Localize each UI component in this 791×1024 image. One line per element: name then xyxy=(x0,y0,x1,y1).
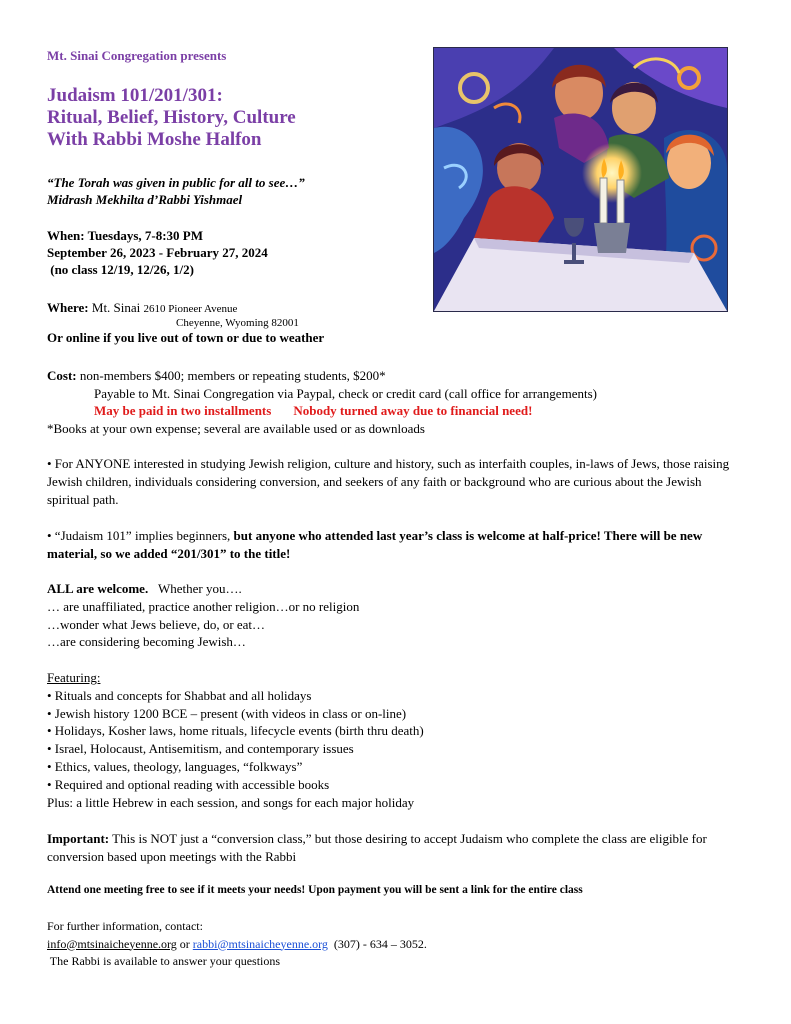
online-note: Or online if you live out of town or due to weather xyxy=(47,330,325,345)
when-block xyxy=(47,227,268,278)
title-line-1: Judaism 101/201/301: xyxy=(47,85,223,106)
featuring-block xyxy=(47,669,747,811)
books-note: *Books at your own expense; several are available used or as downloads xyxy=(47,420,425,436)
cost-block xyxy=(47,367,747,437)
featuring-heading: Featuring: xyxy=(47,670,101,685)
important-paragraph xyxy=(47,830,747,866)
payable-line: Payable to Mt. Sinai Congregation via Paypal, check or credit card (call office for arrangements) xyxy=(94,385,597,401)
info-email-link[interactable]: info@mtsinaicheyenne.org xyxy=(47,936,177,951)
important-label: Important: xyxy=(47,831,110,846)
returning-paragraph xyxy=(47,527,747,563)
feature-item: • Israel, Holocaust, Antisemitism, and contemporary issues xyxy=(47,741,354,757)
welcome-bold: ALL are welcome. xyxy=(47,581,149,596)
attend-free-note: Attend one meeting free to see if it meets your needs! Upon payment you will be sent a link for the entire class xyxy=(47,884,583,896)
where-address-2: Cheyenne, Wyoming 82001 xyxy=(176,317,299,329)
shabbat-candles-painting xyxy=(433,47,728,312)
welcome-rest: Whether you…. xyxy=(157,581,242,596)
contact-phone: (307) - 634 – 3052. xyxy=(327,936,427,951)
where-label: Where: xyxy=(47,300,89,315)
quote-source: Midrash Mekhilta d’Rabbi Yishmael xyxy=(47,192,243,207)
when-line-2: September 26, 2023 - February 27, 2024 xyxy=(47,245,268,260)
quote-text: “The Torah was given in public for all to see…” xyxy=(47,175,305,190)
installments-note: May be paid in two installments xyxy=(94,403,272,418)
cost-label: Cost: xyxy=(47,368,77,383)
when-line-3: (no class 12/19, 12/26, 1/2) xyxy=(47,262,194,277)
financial-need-note: Nobody turned away due to financial need! xyxy=(293,403,533,418)
when-line-1: When: Tuesdays, 7-8:30 PM xyxy=(47,228,204,243)
feature-item: • Rituals and concepts for Shabbat and all holidays xyxy=(47,687,312,703)
where-address-1: 2610 Pioneer Avenue xyxy=(143,303,238,315)
contact-note: The Rabbi is available to answer your questions xyxy=(47,954,281,968)
where-block xyxy=(47,300,299,329)
feature-item: • Holidays, Kosher laws, home rituals, lifecycle events (birth thru death) xyxy=(47,723,424,739)
rabbi-email-link[interactable]: rabbi@mtsinaicheyenne.org xyxy=(192,936,328,951)
feature-item: • Jewish history 1200 BCE – present (with videos in class or on-line) xyxy=(47,705,407,721)
feature-item: • Required and optional reading with accessible books xyxy=(47,776,330,792)
returning-bold: but anyone who attended last year’s class is welcome at half-price! There will be new material, so we added “201/301” to the title! xyxy=(47,528,703,561)
contact-or: or xyxy=(176,936,193,951)
plus-line: Plus: a little Hebrew in each session, and songs for each major holiday xyxy=(47,794,415,810)
cost-text: non-members $400; members or repeating students, $200* xyxy=(79,368,386,383)
where-place: Mt. Sinai xyxy=(91,300,141,315)
contact-block xyxy=(47,918,427,971)
welcome-line-3: …are considering becoming Jewish… xyxy=(47,634,246,650)
important-text: This is NOT just a “conversion class,” but those desiring to accept Judaism who complete the class are eligible for conversion based upon meetings with the Rabbi xyxy=(47,831,707,864)
audience-paragraph: • For ANYONE interested in studying Jewish religion, culture and history, such as interfaith couples, in-laws of Jews, those raising Jewish children, individuals considering conversion, and seekers of any faith or background who are curious about the Jewish spiritual path. xyxy=(47,456,730,507)
welcome-line-1: … are unaffiliated, practice another religion…or no religion xyxy=(47,598,360,614)
contact-intro: For further information, contact: xyxy=(47,919,203,933)
title-line-2: Ritual, Belief, History, Culture xyxy=(47,107,296,128)
presents-line: Mt. Sinai Congregation presents xyxy=(47,48,227,63)
page-title xyxy=(47,85,296,151)
welcome-block xyxy=(47,580,747,651)
returning-prefix: • “Judaism 101” implies beginners, xyxy=(47,528,234,543)
title-line-3: With Rabbi Moshe Halfon xyxy=(47,129,262,150)
quote-block xyxy=(47,174,305,208)
welcome-line-2: …wonder what Jews believe, do, or eat… xyxy=(47,616,266,632)
feature-item: • Ethics, values, theology, languages, “folkways” xyxy=(47,758,303,774)
